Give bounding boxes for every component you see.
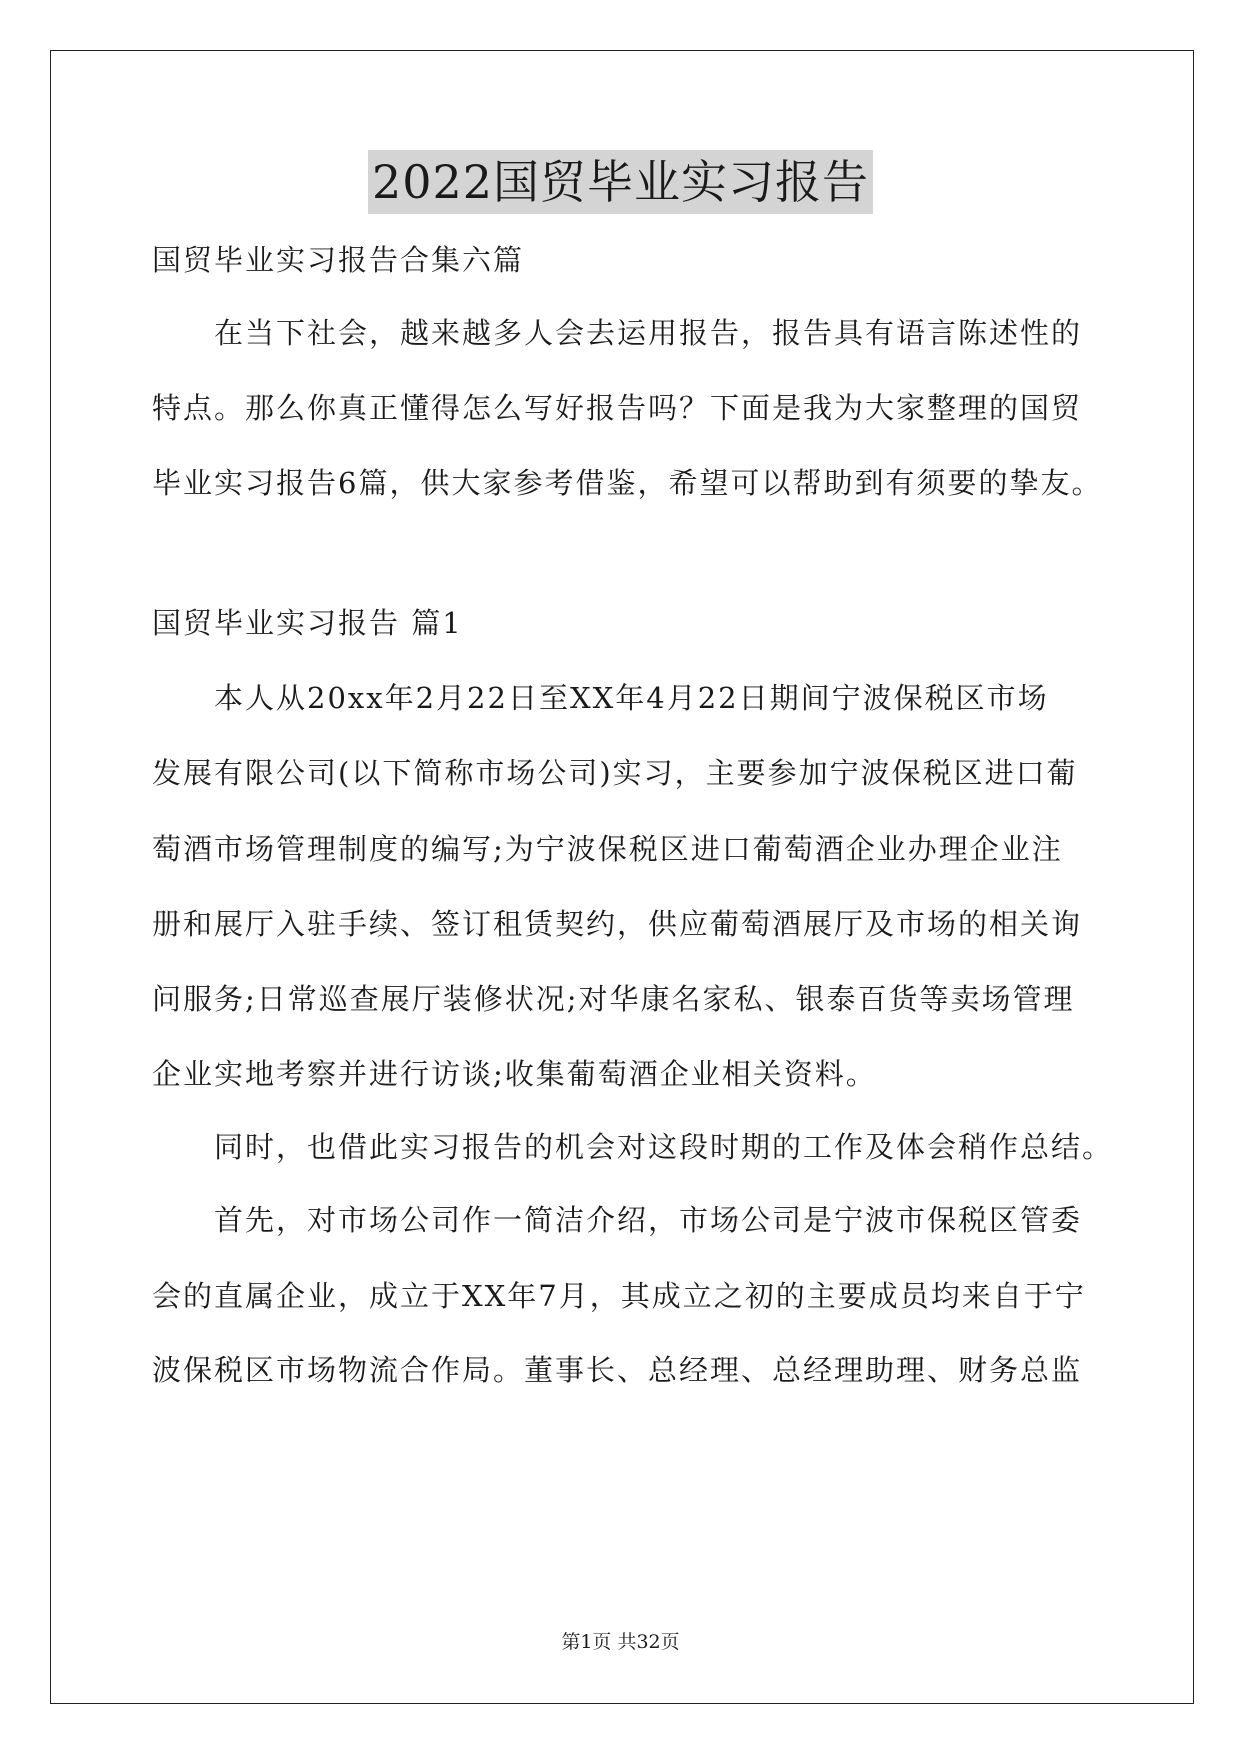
intro-line: 毕业实习报告6篇，供大家参考借鉴，希望可以帮助到有须要的挚友。	[152, 466, 1103, 500]
paragraph-line: 问服务;日常巡查展厅装修状况;对华康名家私、银泰百货等卖场管理	[152, 982, 1075, 1016]
document-subtitle: 国贸毕业实习报告合集六篇	[152, 243, 525, 277]
page-border	[50, 50, 1194, 1704]
paragraph-line: 本人从20xx年2月22日至XX年4月22日期间宁波保税区市场	[214, 681, 1049, 715]
section-heading: 国贸毕业实习报告 篇1	[152, 606, 463, 640]
paragraph-line: 册和展厅入驻手续、签订租赁契约，供应葡萄酒展厅及市场的相关询	[152, 907, 1083, 941]
page-footer: 第1页 共32页	[561, 1631, 680, 1653]
intro-line: 特点。那么你真正懂得怎么写好报告吗？下面是我为大家整理的国贸	[152, 391, 1083, 425]
paragraph-line: 发展有限公司(以下简称市场公司)实习，主要参加宁波保税区进口葡	[152, 756, 1078, 790]
paragraph-line: 同时，也借此实习报告的机会对这段时期的工作及体会稍作总结。	[214, 1130, 1114, 1164]
paragraph-line: 萄酒市场管理制度的编写;为宁波保税区进口葡萄酒企业办理企业注	[152, 832, 1063, 866]
title-container	[0, 150, 1241, 214]
paragraph-line: 企业实地考察并进行访谈;收集葡萄酒企业相关资料。	[152, 1057, 877, 1091]
paragraph-line: 会的直属企业，成立于XX年7月，其成立之初的主要成员均来自于宁	[152, 1279, 1086, 1313]
paragraph-line: 波保税区市场物流合作局。董事长、总经理、总经理助理、财务总监	[152, 1353, 1083, 1387]
paragraph-line: 首先，对市场公司作一简洁介绍，市场公司是宁波市保税区管委	[214, 1203, 1083, 1237]
intro-line: 在当下社会，越来越多人会去运用报告，报告具有语言陈述性的	[214, 316, 1083, 350]
document-title: 2022国贸毕业实习报告	[368, 150, 873, 214]
